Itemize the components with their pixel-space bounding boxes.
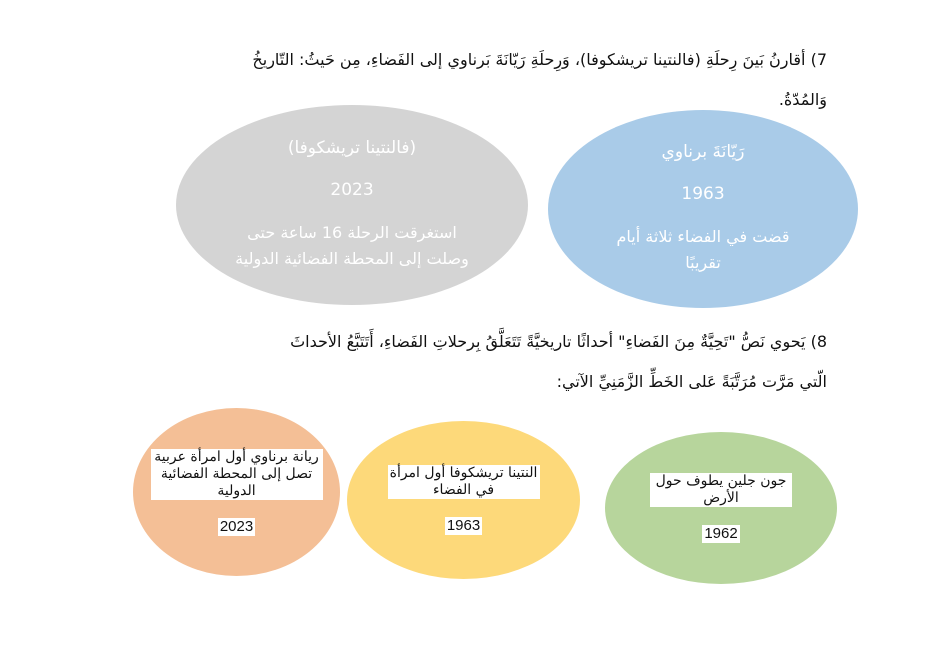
timeline-event-year: 1963: [446, 517, 481, 534]
comparison-description-line-2: وصلت إلى المحطة الفضائية الدولية: [235, 249, 469, 268]
comparison-description-line-1: استغرقت الرحلة 16 ساعة حتى: [247, 223, 457, 242]
question-7-line-2: وَالمُدّةُ.: [778, 90, 827, 109]
timeline-event-2023: [133, 408, 340, 576]
comparison-description-line-1: قضت في الفضاء ثلاثة أيام: [616, 227, 790, 246]
comparison-year: 1963: [681, 184, 725, 204]
comparison-name: رَيّانَةَ برناوي: [661, 142, 745, 162]
comparison-ellipse-tereshkova: [176, 105, 528, 305]
question-7-line-1: 7) أقارنُ بَينَ رِحلَةِ (فالنتينا تريشكوفا)، وَرِحلَةِ رَيّانَةَ بَرناوي إلى الفَضاءِ، مِن حَيثُ: التّاريخُ: [252, 50, 827, 69]
timeline-event-1962: [605, 432, 837, 584]
comparison-description-line-2: تقريبًا: [685, 253, 721, 272]
timeline-event-1963: [347, 421, 580, 579]
timeline-event-label: النتينا تريشكوفا أول امرأة في الفضاء: [388, 465, 540, 499]
question-8-line-1: 8) يَحوي نَصُّ "تَحِيَّةٌ مِنَ الفَضاءِ" أحداثًا تاريخيَّةً تَتَعَلَّقُ بِرحلاتِ الفَضاءِ، أَتَتَبَّعُ الأحداثَ: [290, 332, 827, 351]
question-8-line-2: الّتي مَرَّت مُرَتَّبَةً عَلى الخَطِّ الزَّمَنِيِّ الآتي:: [556, 372, 827, 391]
comparison-year: 2023: [330, 180, 374, 200]
timeline-event-label: ريانة برناوي أول امرأة عربية تصل إلى المحطة الفضائية الدولية: [151, 449, 323, 500]
timeline-event-label: جون جلين يطوف حول الأرض: [650, 473, 792, 507]
timeline-event-year: 1962: [704, 525, 738, 542]
comparison-ellipse-barnawi: [548, 110, 858, 308]
comparison-name: (فالنتينا تريشكوفا): [287, 138, 417, 158]
timeline-event-year: 2023: [219, 517, 254, 535]
